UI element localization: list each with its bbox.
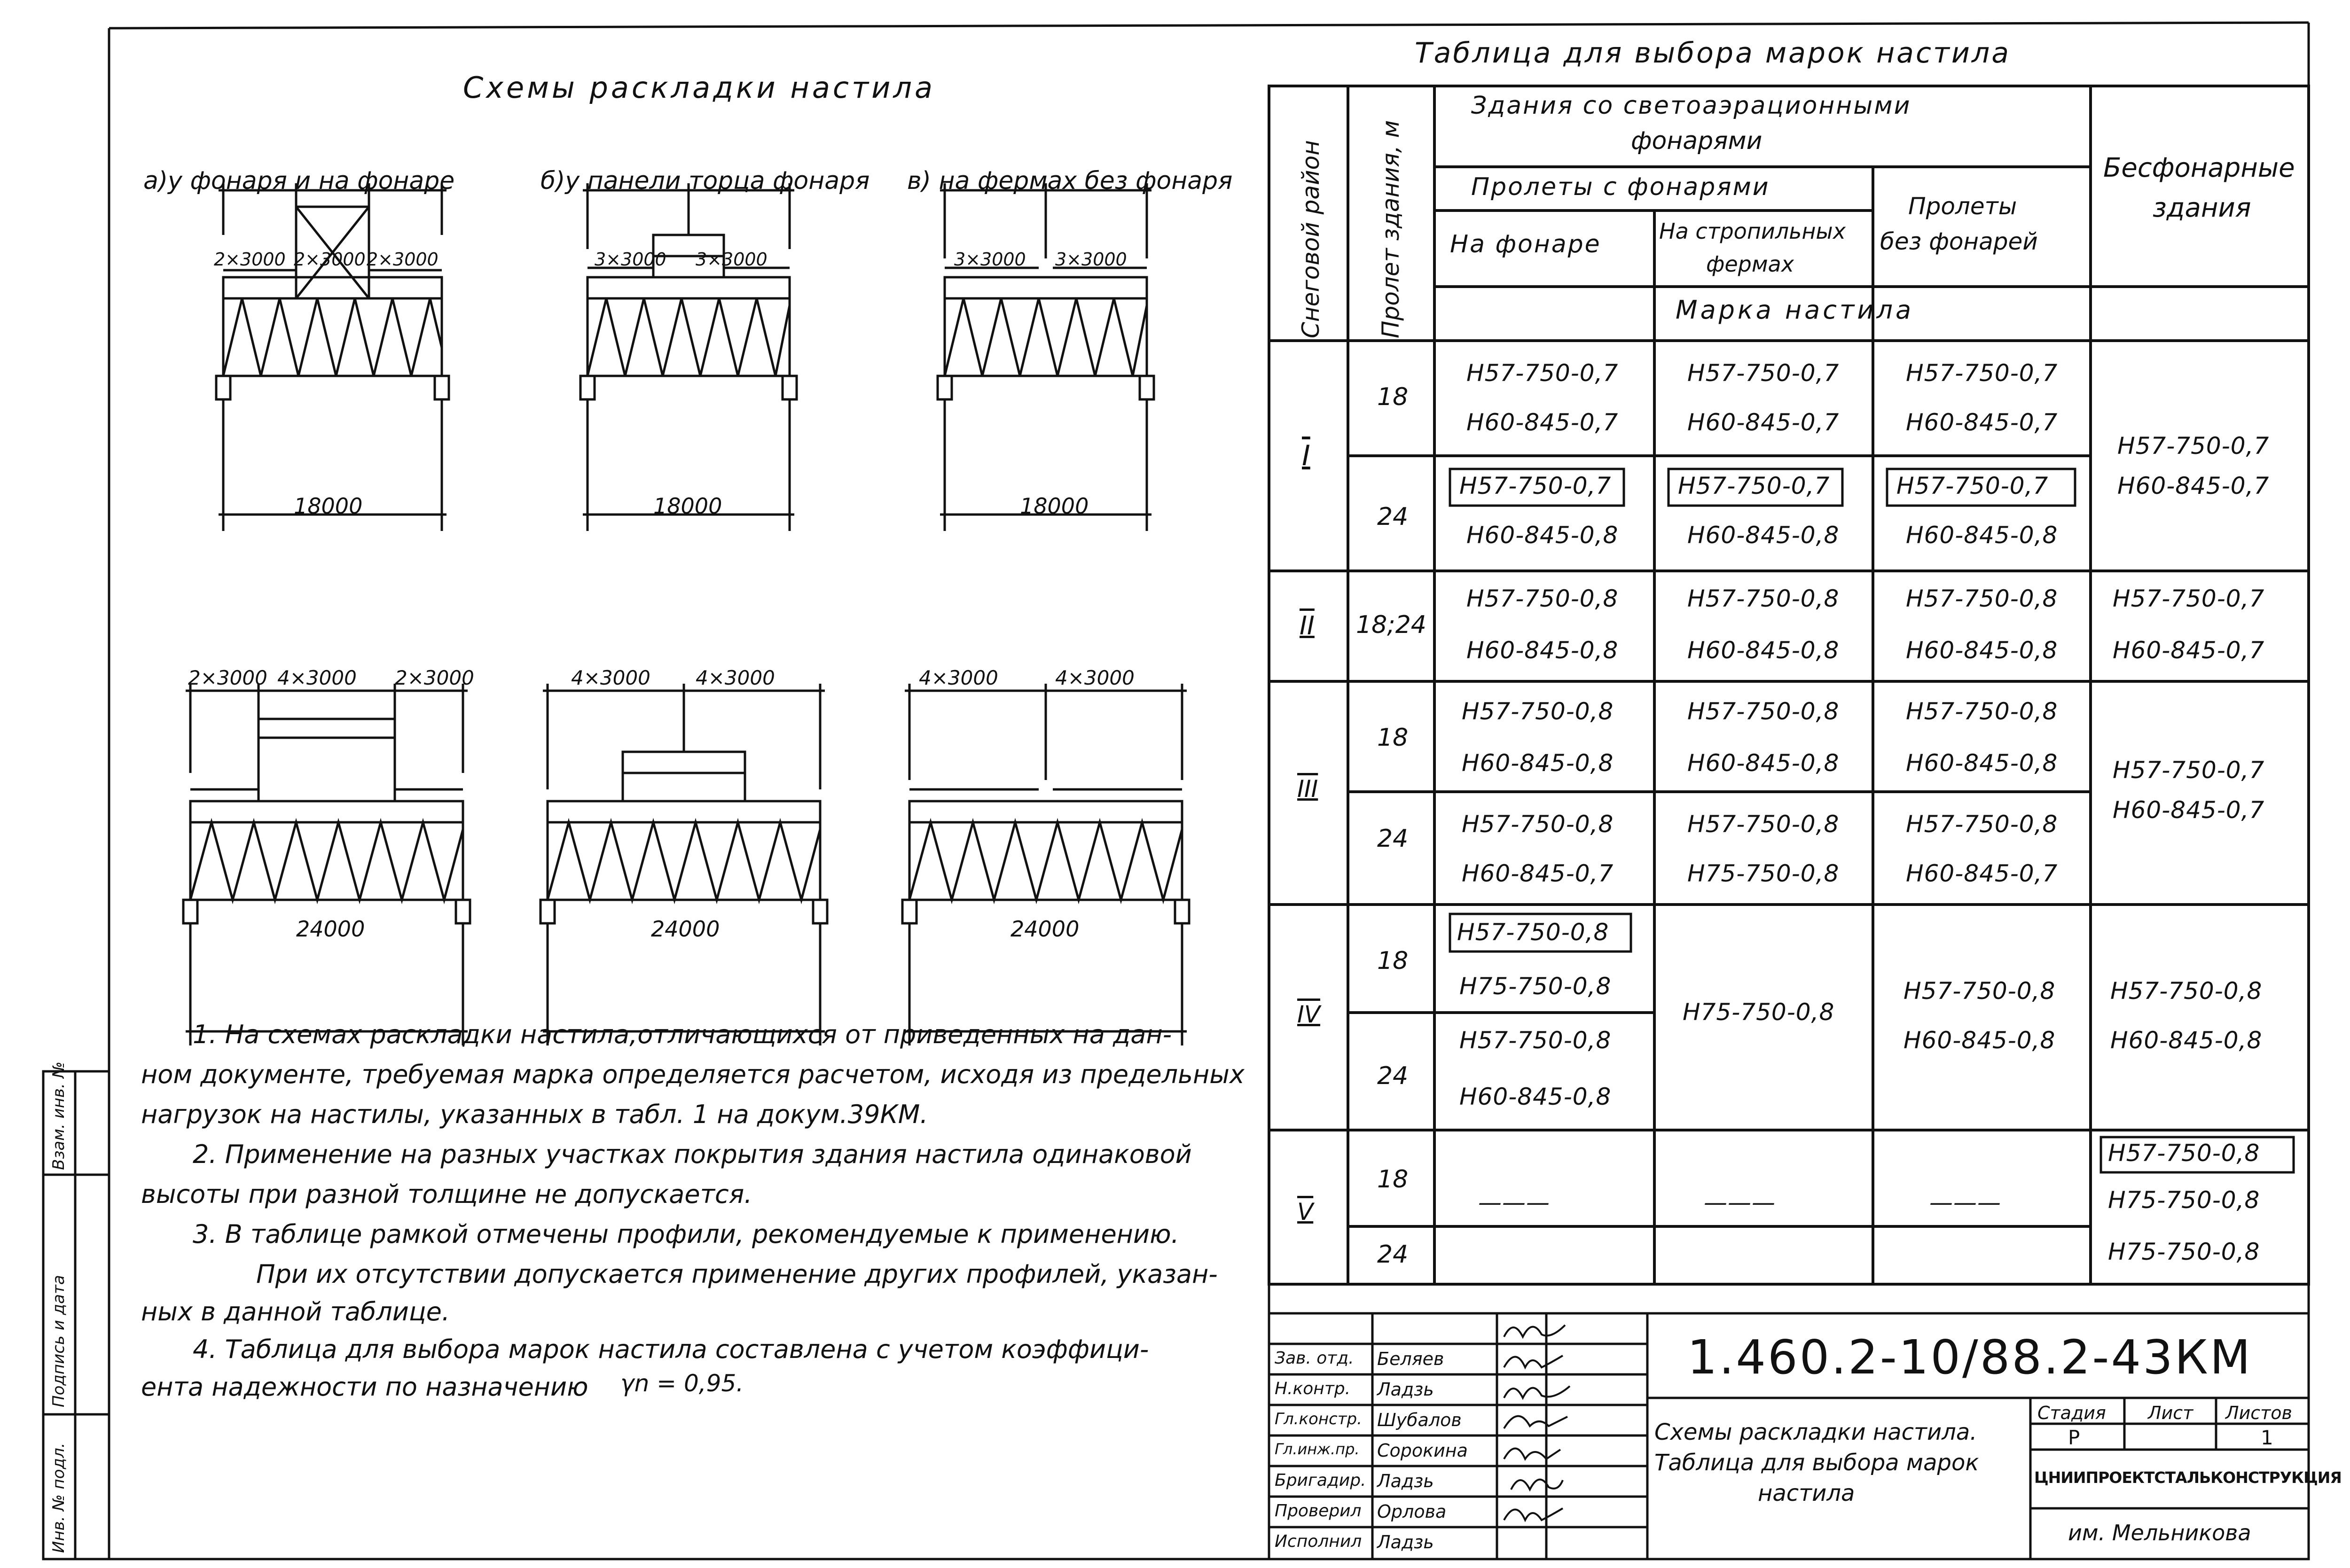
dim-label: 3×3000 bbox=[954, 249, 1026, 270]
grade-cell: Н57-750-0,8 bbox=[1687, 698, 1840, 725]
grade-cell: Н57-750-0,8 bbox=[1906, 698, 2058, 725]
grade-cell-recommended: Н57-750-0,7 bbox=[1459, 472, 1612, 499]
grade-cell: Н60-845-0,8 bbox=[1466, 637, 1619, 664]
grade-cell: Н60-845-0,7 bbox=[1906, 860, 2058, 887]
dim-label: 4×3000 bbox=[696, 666, 775, 689]
grade-cell: Н60-845-0,8 bbox=[1904, 1027, 2056, 1054]
span-value: 24 bbox=[1377, 825, 1409, 853]
side-label: Подпись и дата bbox=[49, 1275, 68, 1407]
scheme-c-heading: в) на фермах без фонаря bbox=[907, 167, 1233, 195]
note-line: высоты при разной толщине не допускается. bbox=[141, 1179, 752, 1209]
grade-cell: Н60-845-0,7 bbox=[1687, 409, 1840, 436]
grade-cell: Н75-750-0,8 bbox=[1459, 973, 1612, 1000]
h-spans-without: без фонарей bbox=[1880, 228, 2038, 255]
grade-cell: Н57-750-0,7 bbox=[1466, 359, 1619, 387]
stamp-role: Гл.констр. bbox=[1275, 1410, 1362, 1428]
grade-cell: Н60-845-0,8 bbox=[1459, 1083, 1612, 1110]
grade-cell: Н75-750-0,8 bbox=[1683, 999, 1835, 1026]
dim-label: 3×3000 bbox=[1055, 249, 1127, 270]
span-label: 24000 bbox=[296, 916, 365, 942]
h-no-lantern: Бесфонарные bbox=[2103, 153, 2295, 183]
stamp-role: Проверил bbox=[1275, 1501, 1362, 1521]
grade-cell: Н60-845-0,7 bbox=[2113, 637, 2265, 664]
h-lantern-buildings: фонарями bbox=[1631, 127, 1762, 155]
dim-label: 3×3000 bbox=[595, 249, 666, 270]
grade-cell: Н60-845-0,8 bbox=[1906, 637, 2058, 664]
note-line: нагрузок на настилы, указанных в табл. 1 на докум.39КМ. bbox=[141, 1100, 928, 1129]
organization: ЦНИИПРОЕКТСТАЛЬКОНСТРУКЦИЯ bbox=[2034, 1468, 2342, 1487]
stamp-name: Сорокина bbox=[1377, 1440, 1468, 1461]
h-lantern-buildings: Здания со светоаэрационными bbox=[1471, 92, 1911, 120]
grade-cell: Н57-750-0,8 bbox=[1462, 698, 1614, 725]
gamma-formula: γn = 0,95. bbox=[620, 1370, 744, 1397]
sheet-header: Лист bbox=[2148, 1403, 2193, 1423]
grade-cell: Н57-750-0,8 bbox=[1687, 585, 1840, 612]
h-region: Снеговой район bbox=[1297, 140, 1324, 338]
note-line: При их отсутствии допускается применение других профилей, указан- bbox=[256, 1259, 1218, 1289]
grade-cell: Н57-750-0,7 bbox=[2117, 432, 2270, 460]
dash-cell: ——— bbox=[1929, 1189, 2001, 1216]
note-line: ента надежности по назначению bbox=[141, 1372, 588, 1402]
grade-cell: Н57-750-0,8 bbox=[1906, 585, 2058, 612]
grade-cell-recommended: Н57-750-0,8 bbox=[2108, 1139, 2260, 1167]
stamp-name: Ладзь bbox=[1377, 1532, 1434, 1552]
stage-value: Р bbox=[2068, 1426, 2080, 1449]
document-code: 1.460.2-10/88.2-43КМ bbox=[1687, 1330, 2252, 1385]
dim-label: 2×3000 bbox=[214, 249, 286, 270]
grade-cell: Н75-750-0,8 bbox=[1687, 860, 1840, 887]
stamp-role: Гл.инж.пр. bbox=[1275, 1440, 1360, 1458]
region-label: IV bbox=[1297, 1001, 1320, 1028]
grade-cell: Н60-845-0,7 bbox=[1466, 409, 1619, 436]
region-label: V bbox=[1297, 1198, 1314, 1225]
grade-cell: Н75-750-0,8 bbox=[2108, 1238, 2260, 1265]
grade-cell: Н57-750-0,7 bbox=[1687, 359, 1840, 387]
note-line: 4. Таблица для выбора марок настила составлена с учетом коэффици- bbox=[193, 1334, 1149, 1364]
grade-cell-recommended: Н57-750-0,7 bbox=[1678, 472, 1830, 499]
grade-cell: Н57-750-0,8 bbox=[1687, 811, 1840, 838]
dash-cell: ——— bbox=[1478, 1189, 1550, 1216]
side-label: Инв. № подл. bbox=[49, 1443, 68, 1553]
grade-cell: Н57-750-0,8 bbox=[1904, 977, 2056, 1005]
grade-cell: Н57-750-0,8 bbox=[1459, 1027, 1612, 1054]
stamp-role: Зав. отд. bbox=[1275, 1349, 1354, 1368]
span-value: 24 bbox=[1377, 1062, 1409, 1090]
h-span: Пролет здания, м bbox=[1377, 120, 1404, 338]
grade-cell-recommended: Н57-750-0,8 bbox=[1457, 919, 1609, 946]
grade-cell: Н60-845-0,8 bbox=[1687, 522, 1840, 549]
grade-cell-recommended: Н57-750-0,7 bbox=[1896, 472, 2049, 499]
stamp-name: Ладзь bbox=[1377, 1471, 1434, 1491]
grade-cell: Н60-845-0,8 bbox=[1906, 522, 2058, 549]
dash-cell: ——— bbox=[1704, 1189, 1776, 1216]
scheme-b-heading: б)у панели торца фонаря bbox=[540, 167, 870, 195]
region-label: III bbox=[1297, 775, 1318, 803]
note-line: ном документе, требуемая марка определяется расчетом, исходя из предельных bbox=[141, 1060, 1245, 1089]
organization-sub: им. Мельникова bbox=[2068, 1520, 2251, 1545]
span-value: 18 bbox=[1377, 1165, 1409, 1194]
span-value: 24 bbox=[1377, 503, 1409, 531]
grade-cell: Н57-750-0,7 bbox=[2113, 585, 2265, 612]
dim-label: 4×3000 bbox=[919, 666, 998, 689]
schemes-title: Схемы раскладки настила bbox=[463, 70, 936, 105]
stamp-role: Бригадир. bbox=[1275, 1471, 1366, 1490]
note-line: 3. В таблице рамкой отмечены профили, рекомендуемые к применению. bbox=[193, 1219, 1179, 1249]
grade-cell: Н60-845-0,8 bbox=[1906, 749, 2058, 777]
grade-cell: Н60-845-0,7 bbox=[2117, 472, 2270, 499]
grade-cell: Н60-845-0,8 bbox=[1462, 749, 1614, 777]
note-line: 1. На схемах раскладки настила,отличающихся от приведенных на дан- bbox=[193, 1020, 1172, 1049]
sheets-value: 1 bbox=[2261, 1426, 2273, 1449]
sheets-header: Листов bbox=[2225, 1403, 2292, 1423]
dim-label: 3×3000 bbox=[696, 249, 768, 270]
grade-cell: Н60-845-0,8 bbox=[2110, 1027, 2263, 1054]
span-value: 18 bbox=[1377, 947, 1409, 975]
h-on-lantern: На фонаре bbox=[1450, 230, 1601, 258]
region-label: II bbox=[1300, 611, 1315, 640]
note-line: 2. Применение на разных участках покрытия здания настила одинаковой bbox=[193, 1139, 1192, 1169]
span-value: 18;24 bbox=[1356, 611, 1426, 639]
h-spans-with: Пролеты с фонарями bbox=[1471, 173, 1770, 201]
grade-cell: Н60-845-0,7 bbox=[2113, 796, 2265, 824]
dim-label: 2×3000 bbox=[367, 249, 439, 270]
stamp-name: Ладзь bbox=[1377, 1379, 1434, 1400]
sheet-title: Таблица для выбора марок bbox=[1654, 1450, 1979, 1476]
span-value: 24 bbox=[1377, 1240, 1409, 1269]
span-label: 18000 bbox=[1020, 493, 1089, 519]
dim-label: 4×3000 bbox=[1055, 666, 1135, 689]
stage-header: Стадия bbox=[2037, 1403, 2106, 1423]
dim-label: 4×3000 bbox=[277, 666, 357, 689]
stamp-role: Исполнил bbox=[1275, 1532, 1362, 1551]
grade-cell: Н60-845-0,8 bbox=[1466, 522, 1619, 549]
span-value: 18 bbox=[1377, 724, 1409, 752]
grade-cell: Н60-845-0,7 bbox=[1906, 409, 2058, 436]
span-label: 24000 bbox=[651, 916, 720, 942]
region-label: I bbox=[1302, 439, 1310, 472]
grade-cell: Н57-750-0,8 bbox=[1906, 811, 2058, 838]
note-line: ных в данной таблице. bbox=[141, 1297, 450, 1326]
side-label: Взам. инв. № bbox=[49, 1061, 68, 1170]
grade-cell: Н60-845-0,7 bbox=[1462, 860, 1614, 887]
dim-label: 4×3000 bbox=[571, 666, 650, 689]
grade-cell: Н57-750-0,8 bbox=[2110, 977, 2263, 1005]
grade-cell: Н75-750-0,8 bbox=[2108, 1186, 2260, 1214]
grade-cell: Н57-750-0,7 bbox=[2113, 757, 2265, 784]
sheet-title: Схемы раскладки настила. bbox=[1654, 1419, 1977, 1445]
stamp-role: Н.контр. bbox=[1275, 1379, 1351, 1398]
grade-cell: Н60-845-0,8 bbox=[1687, 749, 1840, 777]
span-label: 24000 bbox=[1010, 916, 1080, 942]
signatures bbox=[1504, 1325, 1570, 1520]
sheet-title: настила bbox=[1758, 1480, 1855, 1506]
h-spans-without: Пролеты bbox=[1908, 193, 2017, 220]
span-value: 18 bbox=[1377, 383, 1409, 411]
scheme-a-heading: а)у фонаря и на фонаре bbox=[143, 167, 455, 195]
dim-label: 2×3000 bbox=[395, 666, 474, 689]
dim-label: 2×3000 bbox=[294, 249, 366, 270]
stamp-name: Шубалов bbox=[1377, 1410, 1462, 1430]
h-on-rafter: На стропильных bbox=[1659, 218, 1846, 244]
span-label: 18000 bbox=[653, 493, 722, 519]
span-label: 18000 bbox=[294, 493, 363, 519]
grade-cell: Н57-750-0,8 bbox=[1462, 811, 1614, 838]
grade-cell: Н57-750-0,8 bbox=[1466, 585, 1619, 612]
h-on-rafter: фермах bbox=[1706, 251, 1794, 277]
table-title: Таблица для выбора марок настила bbox=[1415, 37, 2011, 70]
stamp-name: Беляев bbox=[1377, 1349, 1444, 1369]
grade-cell: Н57-750-0,7 bbox=[1906, 359, 2058, 387]
h-grade: Марка настила bbox=[1676, 295, 1914, 325]
h-no-lantern: здания bbox=[2153, 193, 2251, 223]
dim-label: 2×3000 bbox=[188, 666, 267, 689]
stamp-name: Орлова bbox=[1377, 1501, 1447, 1522]
grade-cell: Н60-845-0,8 bbox=[1687, 637, 1840, 664]
